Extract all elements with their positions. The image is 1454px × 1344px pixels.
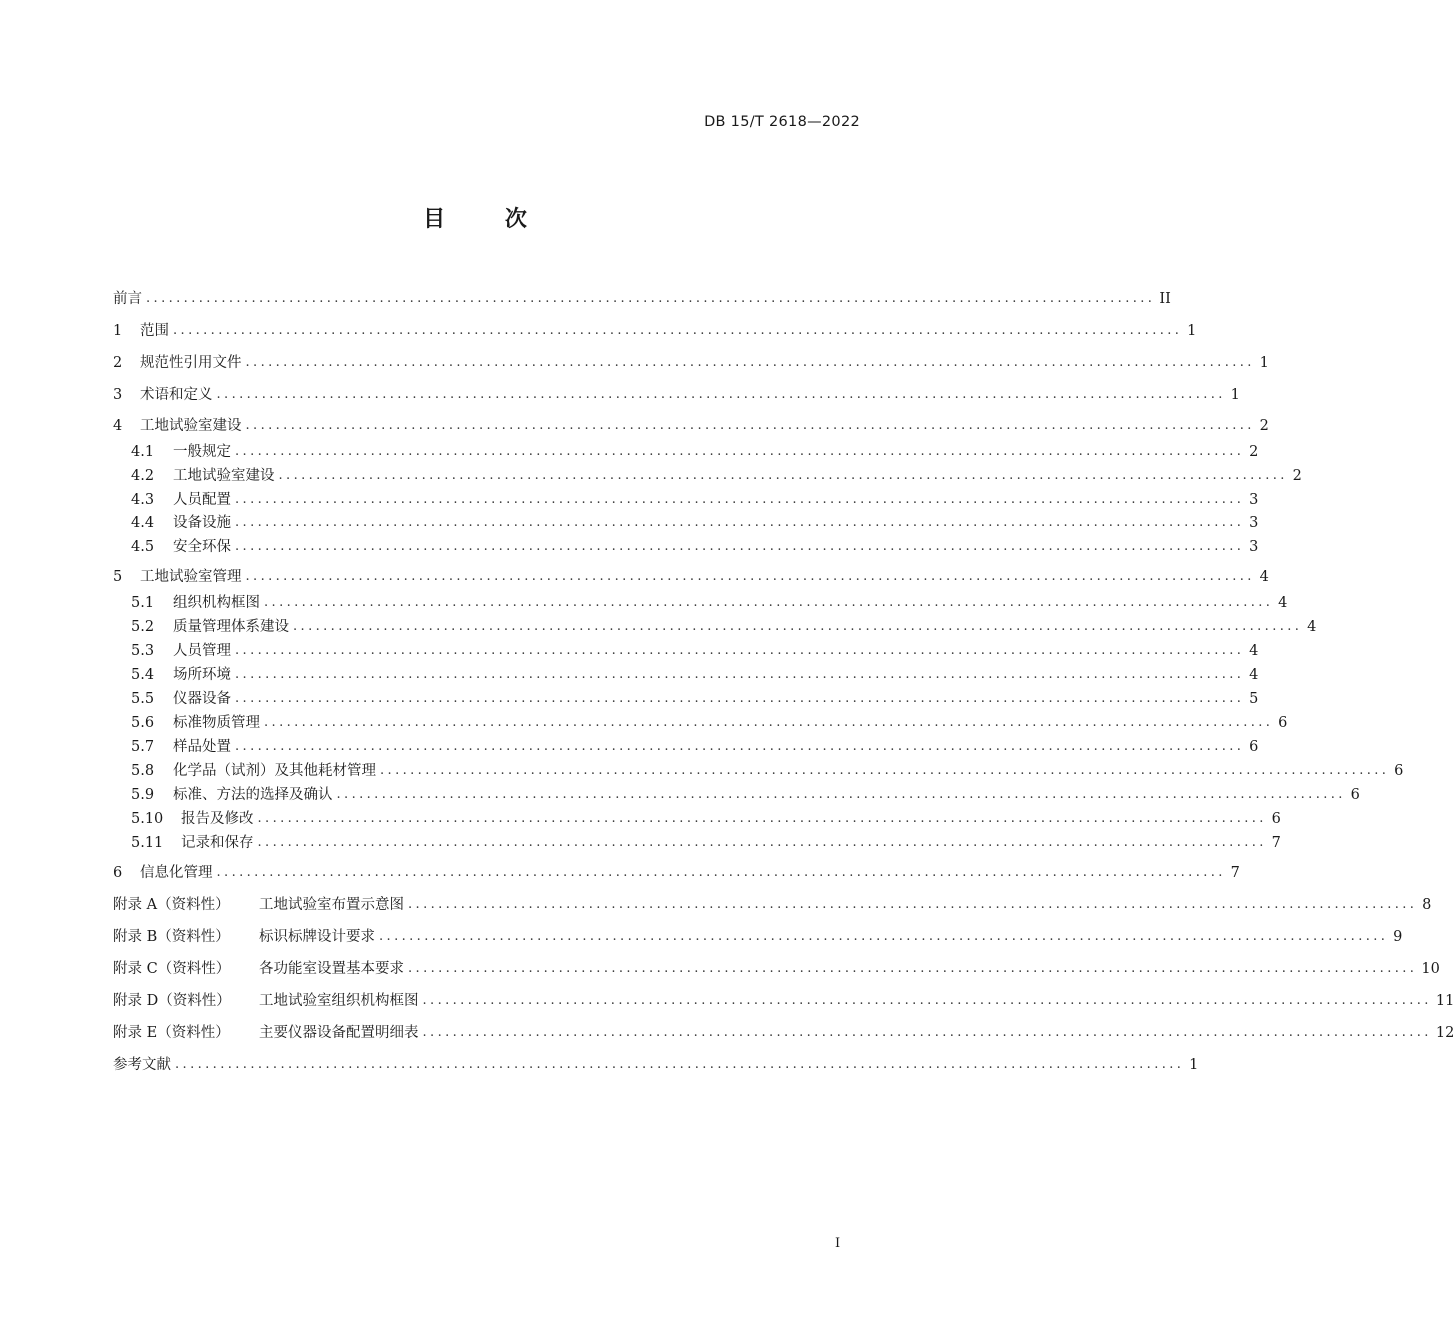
toc-entry-number: 5.3 <box>131 643 155 659</box>
toc-entry-4[interactable] <box>113 415 1269 437</box>
toc-leader-dots: ...................................................................................................................................... <box>216 865 1226 880</box>
toc-entry-page: 5 <box>1249 691 1259 707</box>
toc-entry-number: 6 <box>113 865 123 881</box>
toc-entry-page: 1 <box>1189 1057 1199 1073</box>
toc-leader-dots: ...................................................................................................................................... <box>175 1057 1185 1072</box>
toc-entry-number: 5.8 <box>131 763 155 779</box>
toc-entry-page: 2 <box>1292 468 1302 484</box>
toc-entry-annex-e[interactable] <box>113 1022 1454 1044</box>
toc-annex-prefix: 附录 C（资料性） <box>113 961 231 977</box>
toc-entry-number: 4.1 <box>131 444 155 460</box>
toc-entry-label: 化学品（试剂）及其他耗材管理 <box>173 763 376 779</box>
toc-entry-number: 5.10 <box>131 811 164 827</box>
page-title <box>0 202 950 233</box>
toc-entry-references[interactable] <box>113 1054 1199 1076</box>
toc-leader-dots: ...................................................................................................................................... <box>146 291 1156 306</box>
toc-leader-dots: ...................................................................................................................................... <box>379 929 1389 944</box>
toc-entry-4-4[interactable] <box>131 512 1259 534</box>
toc-entry-4-1[interactable] <box>131 441 1259 463</box>
toc-entry-page: 4 <box>1278 595 1288 611</box>
toc-entry-5-4[interactable] <box>131 664 1259 686</box>
toc-entry-page: 3 <box>1249 492 1259 508</box>
toc-entry-label: 前言 <box>113 291 142 307</box>
toc-entry-label: 工地试验室建设 <box>140 418 242 434</box>
toc-leader-dots: ...................................................................................................................................... <box>245 418 1255 433</box>
toc-entry-label: 信息化管理 <box>140 865 213 881</box>
toc-leader-dots: ...................................................................................................................................... <box>380 763 1390 778</box>
toc-entry-label: 工地试验室管理 <box>140 569 242 585</box>
toc-entry-page: 3 <box>1249 515 1259 531</box>
toc-leader-dots: ...................................................................................................................................... <box>235 667 1245 682</box>
toc-entry-foreword[interactable] <box>113 288 1171 310</box>
toc-entry-annex-c[interactable] <box>113 958 1440 980</box>
toc-entry-page: 4 <box>1259 569 1269 585</box>
toc-entry-label: 范围 <box>140 323 169 339</box>
toc-entry-page: 10 <box>1421 961 1440 977</box>
toc-entry-page: 2 <box>1249 444 1259 460</box>
toc-entry-number: 1 <box>113 323 123 339</box>
toc-entry-page: 2 <box>1259 418 1269 434</box>
toc-entry-page: 4 <box>1249 643 1259 659</box>
toc-entry-number: 5.1 <box>131 595 155 611</box>
toc-entry-page: 6 <box>1271 811 1281 827</box>
toc-entry-5[interactable] <box>113 566 1269 588</box>
toc-leader-dots: ...................................................................................................................................... <box>235 539 1245 554</box>
toc-entry-page: 9 <box>1393 929 1403 945</box>
toc-annex-prefix: 附录 A（资料性） <box>113 897 230 913</box>
toc-leader-dots: ...................................................................................................................................... <box>257 835 1267 850</box>
toc-leader-dots: ...................................................................................................................................... <box>293 619 1303 634</box>
toc-entry-number: 5.9 <box>131 787 155 803</box>
toc-leader-dots: ...................................................................................................................................... <box>245 355 1255 370</box>
toc-leader-dots: ...................................................................................................................................... <box>235 444 1245 459</box>
toc-leader-dots: ...................................................................................................................................... <box>422 1025 1432 1040</box>
toc-entry-4-2[interactable] <box>131 465 1302 487</box>
toc-entry-page: 7 <box>1230 865 1240 881</box>
toc-entry-page: 12 <box>1435 1025 1454 1041</box>
toc-entry-label: 工地试验室建设 <box>173 468 275 484</box>
toc-entry-5-11[interactable] <box>131 832 1281 854</box>
toc-entry-annex-d[interactable] <box>113 990 1454 1012</box>
toc-entry-number: 5.5 <box>131 691 155 707</box>
toc-entry-label: 参考文献 <box>113 1057 171 1073</box>
toc-annex-prefix: 附录 D（资料性） <box>113 993 231 1009</box>
toc-entry-page: 1 <box>1187 323 1197 339</box>
toc-entry-label: 标识标牌设计要求 <box>259 929 375 945</box>
toc-leader-dots: ...................................................................................................................................... <box>235 739 1245 754</box>
toc-leader-dots: ...................................................................................................................................... <box>257 811 1267 826</box>
toc-annex-prefix: 附录 E（资料性） <box>113 1025 230 1041</box>
toc-entry-number: 5.4 <box>131 667 155 683</box>
toc-entry-page: 4 <box>1249 667 1259 683</box>
toc-entry-page: 6 <box>1278 715 1288 731</box>
toc-entry-label: 人员配置 <box>173 492 231 508</box>
toc-leader-dots: ...................................................................................................................................... <box>408 961 1418 976</box>
toc-entry-5-1[interactable] <box>131 592 1288 614</box>
toc-entry-page: 6 <box>1350 787 1360 803</box>
toc-leader-dots: ...................................................................................................................................... <box>235 492 1245 507</box>
toc-entry-5-10[interactable] <box>131 808 1281 830</box>
document-code: DB 15/T 2618—2022 <box>704 114 860 130</box>
toc-leader-dots: ...................................................................................................................................... <box>235 643 1245 658</box>
toc-entry-annex-a[interactable] <box>113 894 1432 916</box>
toc-entry-page: II <box>1159 291 1171 307</box>
toc-entry-page: 8 <box>1422 897 1432 913</box>
toc-entry-5-7[interactable] <box>131 736 1259 758</box>
title-char-2: 次 <box>504 207 527 232</box>
toc-entry-page: 1 <box>1259 355 1269 371</box>
toc-entry-label: 标准、方法的选择及确认 <box>173 787 333 803</box>
toc-entry-5-8[interactable] <box>131 760 1404 782</box>
toc-entry-label: 记录和保存 <box>181 835 254 851</box>
toc-entry-label: 安全环保 <box>173 539 231 555</box>
toc-entry-label: 设备设施 <box>173 515 231 531</box>
toc-entry-number: 5.11 <box>131 835 164 851</box>
toc-entry-page: 4 <box>1307 619 1317 635</box>
toc-leader-dots: ...................................................................................................................................... <box>278 468 1288 483</box>
toc-entry-label: 规范性引用文件 <box>140 355 242 371</box>
toc-entry-page: 1 <box>1230 387 1240 403</box>
toc-entry-number: 5 <box>113 569 123 585</box>
toc-entry-label: 组织机构框图 <box>173 595 260 611</box>
footer-page-number: I <box>835 1236 841 1251</box>
toc-leader-dots: ...................................................................................................................................... <box>173 323 1183 338</box>
toc-entry-number: 5.6 <box>131 715 155 731</box>
toc-leader-dots: ...................................................................................................................................... <box>408 897 1418 912</box>
toc-annex-prefix: 附录 B（资料性） <box>113 929 230 945</box>
toc-entry-label: 质量管理体系建设 <box>173 619 289 635</box>
toc-entry-4-5[interactable] <box>131 536 1259 558</box>
toc-entry-5-5[interactable] <box>131 688 1259 710</box>
toc-entry-number: 4.5 <box>131 539 155 555</box>
toc-entry-1[interactable] <box>113 320 1197 342</box>
toc-entry-label: 主要仪器设备配置明细表 <box>259 1025 419 1041</box>
toc-entry-label: 标准物质管理 <box>173 715 260 731</box>
toc-entry-label: 样品处置 <box>173 739 231 755</box>
toc-entry-number: 3 <box>113 387 123 403</box>
toc-entry-label: 一般规定 <box>173 444 231 460</box>
toc-leader-dots: ...................................................................................................................................... <box>264 715 1274 730</box>
toc-leader-dots: ...................................................................................................................................... <box>235 691 1245 706</box>
toc-entry-5-3[interactable] <box>131 640 1259 662</box>
toc-entry-label: 工地试验室布置示意图 <box>259 897 404 913</box>
toc-leader-dots: ...................................................................................................................................... <box>235 515 1245 530</box>
toc-entry-label: 仪器设备 <box>173 691 231 707</box>
toc-entry-page: 3 <box>1249 539 1259 555</box>
toc-entry-label: 场所环境 <box>173 667 231 683</box>
toc-entry-label: 各功能室设置基本要求 <box>259 961 404 977</box>
toc-entry-number: 4.4 <box>131 515 155 531</box>
toc-leader-dots: ...................................................................................................................................... <box>264 595 1274 610</box>
toc-entry-4-3[interactable] <box>131 489 1259 511</box>
toc-entry-annex-b[interactable] <box>113 926 1403 948</box>
toc-leader-dots: ...................................................................................................................................... <box>422 993 1432 1008</box>
toc-entry-number: 4.3 <box>131 492 155 508</box>
toc-leader-dots: ...................................................................................................................................... <box>216 387 1226 402</box>
toc-entry-5-2[interactable] <box>131 616 1317 638</box>
toc-entry-number: 4 <box>113 418 123 434</box>
toc-entry-label: 工地试验室组织机构框图 <box>259 993 419 1009</box>
toc-entry-label: 人员管理 <box>173 643 231 659</box>
toc-entry-page: 7 <box>1271 835 1281 851</box>
title-char-1: 目 <box>423 207 446 232</box>
toc-entry-page: 11 <box>1435 993 1454 1009</box>
toc-entry-5-9[interactable] <box>131 784 1360 806</box>
toc-entry-3[interactable] <box>113 384 1240 406</box>
toc-entry-number: 4.2 <box>131 468 155 484</box>
toc-entry-page: 6 <box>1249 739 1259 755</box>
toc-entry-number: 5.2 <box>131 619 155 635</box>
toc-entry-label: 术语和定义 <box>140 387 213 403</box>
toc-entry-number: 5.7 <box>131 739 155 755</box>
toc-entry-page: 6 <box>1394 763 1404 779</box>
toc-entry-5-6[interactable] <box>131 712 1288 734</box>
toc-entry-2[interactable] <box>113 352 1269 374</box>
toc-entry-number: 2 <box>113 355 123 371</box>
toc-leader-dots: ...................................................................................................................................... <box>245 569 1255 584</box>
toc-entry-label: 报告及修改 <box>181 811 254 827</box>
toc-entry-6[interactable] <box>113 862 1240 884</box>
toc-leader-dots: ...................................................................................................................................... <box>336 787 1346 802</box>
